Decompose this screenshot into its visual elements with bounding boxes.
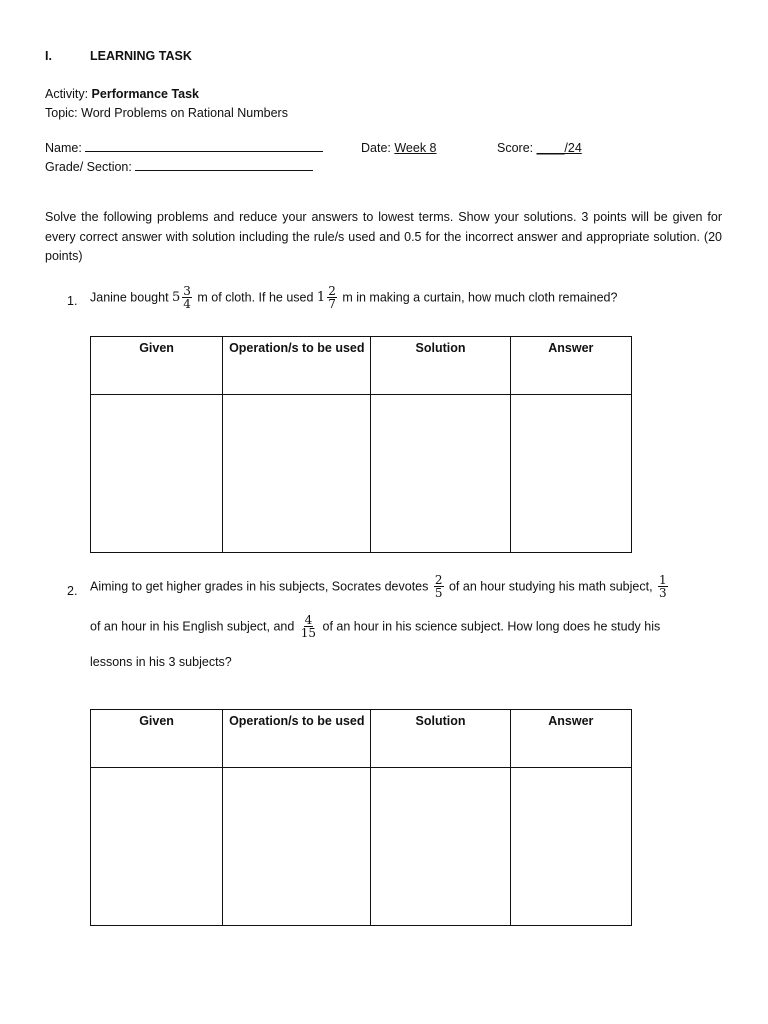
instructions: Solve the following problems and reduce your answers to lowest terms. Show your solutions. 3 points will be given for every correct answer with solution including the rule/s used and 0.5 for the incorrect answer and appropriate solution. (20 points)	[45, 210, 722, 263]
header-answer: Answer	[510, 337, 631, 395]
answer-cell[interactable]	[510, 395, 631, 553]
problem-2-line-3: lessons in his 3 subjects?	[90, 655, 232, 669]
date-label: Date:	[361, 141, 395, 155]
name-label: Name:	[45, 141, 86, 155]
fraction: $\frac{2}{7}$	[328, 284, 336, 311]
grade-blank[interactable]	[135, 158, 313, 171]
given-cell[interactable]	[91, 768, 223, 926]
fraction: $\frac{4}{15}$	[300, 613, 317, 640]
problem-number: 2.	[67, 584, 78, 598]
problem-number: 1.	[67, 294, 78, 308]
header-solution: Solution	[371, 710, 510, 768]
problem-2-line-1: Aiming to get higher grades in his subjects, Socrates devotes $\frac{2}{5}$ of an hour studying his math subject, $\frac{1}{3}$	[90, 573, 667, 600]
solution-cell[interactable]	[371, 395, 510, 553]
topic-label: Topic:	[45, 106, 82, 120]
section-number: I.	[45, 49, 52, 63]
problem-1-text: Janine bought 5 $\frac{3}{4}$ m of cloth. If he used 1 $\frac{2}{7}$ m in making a curtain, how much cloth remained?	[90, 284, 618, 311]
name-line	[45, 139, 323, 158]
answer-table-1	[90, 336, 632, 553]
mixed-number-whole: 1	[316, 290, 326, 305]
date-line	[361, 139, 437, 158]
header-solution: Solution	[371, 337, 510, 395]
header-operation: Operation/s to be used	[223, 710, 371, 768]
fraction: $\frac{2}{5}$	[434, 573, 443, 600]
header-given: Given	[91, 337, 223, 395]
activity-label: Activity:	[45, 87, 92, 101]
problem-2-line-2: of an hour in his English subject, and $\frac{4}{15}$ of an hour in his science subject. How long does he study his	[90, 613, 661, 640]
answer-cell[interactable]	[510, 768, 631, 926]
date-value: Week 8	[394, 141, 437, 155]
operation-cell[interactable]	[223, 768, 371, 926]
solution-cell[interactable]	[371, 768, 510, 926]
answer-table-2	[90, 709, 632, 926]
header-answer: Answer	[510, 710, 631, 768]
activity-line	[45, 85, 199, 104]
score-line	[497, 139, 582, 158]
given-cell[interactable]	[91, 395, 223, 553]
activity-value: Performance Task	[91, 87, 200, 101]
fraction: $\frac{3}{4}$	[183, 284, 191, 311]
score-value: ____/24	[536, 141, 582, 155]
fraction: $\frac{1}{3}$	[659, 573, 667, 600]
name-blank[interactable]	[85, 139, 323, 152]
topic-value: Word Problems on Rational Numbers	[81, 106, 288, 120]
header-operation: Operation/s to be used	[223, 337, 371, 395]
grade-label: Grade/ Section:	[45, 160, 136, 174]
section-title: LEARNING TASK	[90, 49, 192, 63]
grade-line	[45, 158, 313, 177]
score-label: Score:	[497, 141, 537, 155]
topic-line	[45, 104, 288, 123]
operation-cell[interactable]	[223, 395, 371, 553]
header-given: Given	[91, 710, 223, 768]
mixed-number-whole: 5	[172, 290, 181, 305]
